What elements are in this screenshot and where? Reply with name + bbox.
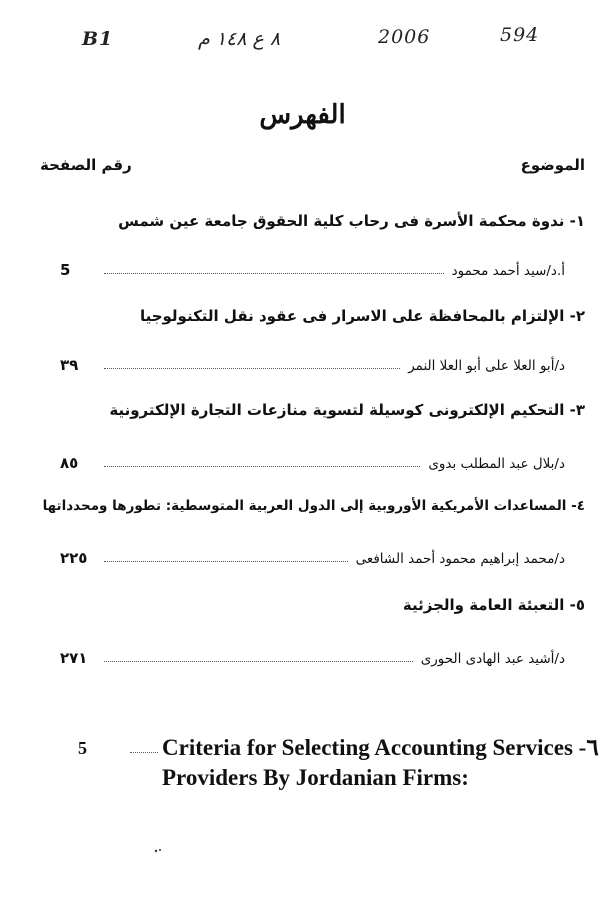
toc-entry-5-page: ٢٧١ [60,649,88,667]
toc-entry-3-author-row[interactable] [60,450,565,472]
handwritten-number: 594 [500,24,540,46]
toc-entry-1-title[interactable]: ١- ندوة محكمة الأسرة فى رحاب كلية الحقوق جامعة عين شمس [118,212,585,230]
toc-entry-3-page: ٨٥ [60,454,79,472]
toc-entry-4-author: د/محمد إبراهيم محمود أحمد الشافعى [355,551,565,567]
toc-entry-4-author-row[interactable] [60,545,565,567]
dot-leader [104,466,420,467]
toc-entry-5-author: د/أشيد عبد الهادى الحورى [420,651,565,667]
subject-header: الموضوع [520,156,585,174]
dot-leader [104,561,348,562]
toc-entry-3-author: د/بلال عبد المطلب بدوى [428,456,565,472]
toc-entry-6-page: 5 [78,738,87,758]
toc-entry-6-title-line-1[interactable]: Criteria for Selecting Accounting Services -٦ [162,735,599,760]
handwritten-date: ٨ ع ١٤٨ م [198,28,281,50]
dot-leader [104,368,400,369]
toc-entry-2-author: د/أبو العلا على أبو العلا النمر [408,358,565,374]
dot-leader [130,752,158,753]
toc-entry-4-title[interactable]: ٤- المساعدات الأمريكية الأوروبية إلى الدول العربية المتوسطية: تطورها ومحدداتها [42,498,585,514]
stray-mark-icon [154,848,162,854]
toc-entry-1-page: 5 [60,261,71,279]
toc-entry-2-author-row[interactable] [60,352,565,374]
dot-leader [104,273,444,274]
page-number-header: رقم الصفحة [40,156,132,174]
toc-entry-5-title[interactable]: ٥- التعبئة العامة والجزئية [402,596,585,614]
toc-entry-1-author: أ.د/سيد أحمد محمود [451,263,565,279]
toc-entry-2-page: ٣٩ [60,356,79,374]
toc-entry-1-author-row[interactable] [60,257,565,279]
toc-entry-3-title[interactable]: ٣- التحكيم الإلكترونى كوسيلة لتسوية منازعات التجارة الإلكترونية [109,401,585,419]
handwritten-year: 2006 [378,26,431,48]
handwritten-code: B1 [82,28,114,50]
dot-leader [104,661,413,662]
page-title: الفهرس [259,100,346,130]
toc-entry-5-author-row[interactable] [60,645,565,667]
toc-entry-2-title[interactable]: ٢- الإلتزام بالمحافظة على الاسرار فى عقود نقل التكنولوجيا [139,307,585,325]
toc-entry-6-title-line-2[interactable]: Providers By Jordanian Firms: [162,765,469,790]
toc-entry-4-page: ٢٢٥ [60,549,88,567]
